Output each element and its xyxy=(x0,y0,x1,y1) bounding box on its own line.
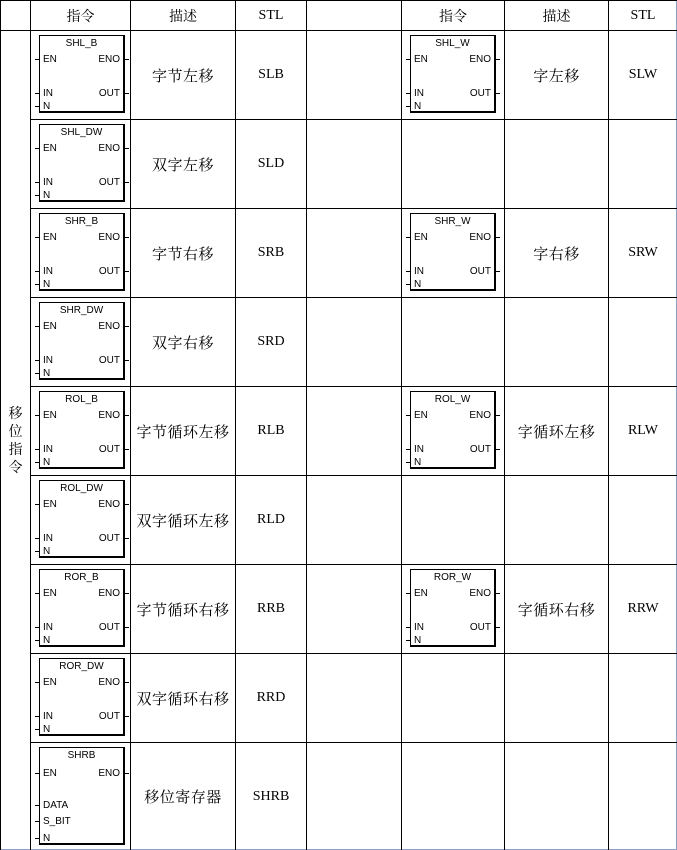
ladder-block[interactable] xyxy=(39,391,125,469)
stl-right-empty xyxy=(609,654,677,743)
ladder-block-cell xyxy=(402,387,504,475)
pin-wire xyxy=(125,360,129,361)
pin-wire xyxy=(406,106,410,107)
description-right-empty xyxy=(505,743,609,850)
pin-en: EN xyxy=(43,54,57,65)
ladder-block-cell xyxy=(402,31,504,119)
instruction-cell-right xyxy=(402,387,505,476)
stl-right: SRW xyxy=(609,209,677,298)
stl-right: SLW xyxy=(609,31,677,120)
description-left: 字节循环左移 xyxy=(131,387,236,476)
description-left: 双字循环右移 xyxy=(131,654,236,743)
header-instruction-left: 指令 xyxy=(31,1,131,31)
ladder-block-cell xyxy=(402,565,504,653)
pin-n: N xyxy=(414,457,422,468)
pin-wire xyxy=(125,773,129,774)
ladder-block-cell xyxy=(31,209,130,297)
pin-eno: ENO xyxy=(469,588,491,599)
pin-wire xyxy=(406,449,410,450)
pin-eno: ENO xyxy=(98,410,120,421)
pin-wire xyxy=(496,415,500,416)
description-left: 字节左移 xyxy=(131,31,236,120)
pin-in: IN xyxy=(43,355,53,366)
pin-wire xyxy=(35,504,39,505)
pin-wire xyxy=(35,821,39,822)
pin-out: OUT xyxy=(98,88,120,99)
instruction-cell-left xyxy=(31,743,131,850)
pin-in: IN xyxy=(43,177,53,188)
header-instruction-right: 指令 xyxy=(402,1,505,31)
stl-right-empty xyxy=(609,743,677,850)
description-left: 字节右移 xyxy=(131,209,236,298)
pin-eno: ENO xyxy=(98,143,120,154)
stl-left: SHRB xyxy=(236,743,307,850)
pin-wire xyxy=(35,326,39,327)
pin-en: EN xyxy=(43,321,57,332)
ladder-block[interactable] xyxy=(39,35,125,113)
pin-wire xyxy=(125,716,129,717)
table-row xyxy=(1,209,677,298)
stl-left: SLD xyxy=(236,120,307,209)
stl-right-empty xyxy=(609,476,677,565)
pin-eno: ENO xyxy=(469,232,491,243)
pin-wire xyxy=(125,449,129,450)
block-name: SHL_B xyxy=(65,38,98,49)
pin-eno: ENO xyxy=(98,588,120,599)
pin-wire xyxy=(125,538,129,539)
pin-wire xyxy=(35,838,39,839)
pin-wire xyxy=(35,373,39,374)
pin-wire xyxy=(125,148,129,149)
pin-wire xyxy=(496,593,500,594)
instruction-cell-right xyxy=(402,565,505,654)
pin-wire xyxy=(125,627,129,628)
ladder-block[interactable] xyxy=(39,747,125,845)
block-name: ROR_W xyxy=(433,572,472,583)
ladder-block-cell xyxy=(31,387,130,475)
instruction-cell-right-empty xyxy=(402,654,505,743)
stl-right: RLW xyxy=(609,387,677,476)
pin-wire xyxy=(406,93,410,94)
instruction-cell-left xyxy=(31,120,131,209)
pin-eno: ENO xyxy=(98,768,120,779)
pin-wire xyxy=(35,93,39,94)
description-left: 字节循环右移 xyxy=(131,565,236,654)
table-row xyxy=(1,476,677,565)
stl-left: RRB xyxy=(236,565,307,654)
pin-wire xyxy=(125,326,129,327)
pin-in: IN xyxy=(414,266,424,277)
stl-left: SLB xyxy=(236,31,307,120)
pin-in: IN xyxy=(43,711,53,722)
pin-wire xyxy=(125,237,129,238)
description-right: 字左移 xyxy=(505,31,609,120)
spacer-cell xyxy=(307,298,402,387)
pin-wire xyxy=(125,271,129,272)
pin-in: IN xyxy=(43,533,53,544)
ladder-block[interactable] xyxy=(410,391,496,469)
description-left: 移位寄存器 xyxy=(131,743,236,850)
stl-left: SRD xyxy=(236,298,307,387)
pin-wire xyxy=(406,640,410,641)
header-stl-left: STL xyxy=(236,1,307,31)
pin-wire xyxy=(35,640,39,641)
ladder-block[interactable] xyxy=(410,213,496,291)
pin-en: EN xyxy=(414,232,428,243)
ladder-block-cell xyxy=(31,120,130,208)
pin-wire xyxy=(35,106,39,107)
pin-wire xyxy=(125,682,129,683)
pin-wire xyxy=(496,271,500,272)
pin-wire xyxy=(125,593,129,594)
table-row xyxy=(1,743,677,850)
pin-n: N xyxy=(43,833,51,844)
pin-wire xyxy=(35,59,39,60)
ladder-block[interactable] xyxy=(39,569,125,647)
pin-wire xyxy=(406,284,410,285)
spacer-cell xyxy=(307,387,402,476)
category-cell xyxy=(1,31,31,850)
description-left: 双字左移 xyxy=(131,120,236,209)
pin-eno: ENO xyxy=(98,232,120,243)
pin-in: IN xyxy=(414,622,424,633)
stl-right: RRW xyxy=(609,565,677,654)
ladder-block-cell xyxy=(31,743,130,850)
pin-wire xyxy=(125,93,129,94)
pin-wire xyxy=(496,59,500,60)
block-name: ROL_W xyxy=(434,394,471,405)
stl-left: RRD xyxy=(236,654,307,743)
pin-wire xyxy=(35,415,39,416)
pin-eno: ENO xyxy=(98,54,120,65)
category-char: 令 xyxy=(8,459,23,476)
category-char: 位 xyxy=(8,423,23,440)
instruction-cell-right-empty xyxy=(402,298,505,387)
pin-eno: ENO xyxy=(98,677,120,688)
instruction-cell-left xyxy=(31,298,131,387)
pin-out: OUT xyxy=(469,88,491,99)
block-name: SHRB xyxy=(67,750,96,761)
table-body xyxy=(1,31,677,850)
pin-n: N xyxy=(43,724,51,735)
category-char: 指 xyxy=(8,441,23,458)
pin-n: N xyxy=(43,190,51,201)
pin-en: EN xyxy=(43,677,57,688)
pin-s-bit: S_BIT xyxy=(43,816,71,827)
pin-out: OUT xyxy=(98,711,120,722)
table-row xyxy=(1,654,677,743)
instruction-cell-right-empty xyxy=(402,743,505,850)
block-name: ROR_DW xyxy=(59,661,104,672)
pin-in: IN xyxy=(414,88,424,99)
table-row xyxy=(1,387,677,476)
pin-wire xyxy=(35,284,39,285)
pin-wire xyxy=(496,237,500,238)
pin-wire xyxy=(35,805,39,806)
ladder-block[interactable] xyxy=(39,658,125,736)
description-right-empty xyxy=(505,476,609,565)
stl-right-empty xyxy=(609,298,677,387)
description-left: 双字右移 xyxy=(131,298,236,387)
spacer-cell xyxy=(307,31,402,120)
description-right: 字右移 xyxy=(505,209,609,298)
pin-en: EN xyxy=(43,232,57,243)
pin-n: N xyxy=(43,279,51,290)
ladder-block-cell xyxy=(402,209,504,297)
header-category xyxy=(1,1,31,31)
pin-out: OUT xyxy=(98,622,120,633)
pin-en: EN xyxy=(43,588,57,599)
pin-wire xyxy=(406,627,410,628)
spacer-cell xyxy=(307,209,402,298)
header-description-left: 描述 xyxy=(131,1,236,31)
stl-right-empty xyxy=(609,120,677,209)
pin-wire xyxy=(35,716,39,717)
pin-wire xyxy=(35,729,39,730)
pin-in: IN xyxy=(43,88,53,99)
stl-left: RLB xyxy=(236,387,307,476)
pin-en: EN xyxy=(43,768,57,779)
pin-in: IN xyxy=(43,444,53,455)
pin-out: OUT xyxy=(98,355,120,366)
pin-wire xyxy=(496,93,500,94)
pin-wire xyxy=(125,415,129,416)
header-stl-right: STL xyxy=(609,1,677,31)
pin-out: OUT xyxy=(469,622,491,633)
table-row xyxy=(1,298,677,387)
pin-n: N xyxy=(414,635,422,646)
pin-en: EN xyxy=(414,588,428,599)
ladder-block[interactable] xyxy=(39,302,125,380)
spacer-cell xyxy=(307,476,402,565)
pin-n: N xyxy=(43,635,51,646)
pin-wire xyxy=(35,551,39,552)
block-name: SHR_DW xyxy=(59,305,104,316)
pin-out: OUT xyxy=(98,444,120,455)
description-right-empty xyxy=(505,120,609,209)
block-name: SHR_B xyxy=(64,216,99,227)
description-right: 字循环右移 xyxy=(505,565,609,654)
table-row xyxy=(1,120,677,209)
block-name: ROR_B xyxy=(64,572,99,583)
ladder-block[interactable] xyxy=(39,480,125,558)
pin-n: N xyxy=(43,368,51,379)
pin-wire xyxy=(125,59,129,60)
pin-wire xyxy=(496,627,500,628)
spacer-cell xyxy=(307,654,402,743)
block-name: SHL_W xyxy=(435,38,470,49)
pin-wire xyxy=(35,462,39,463)
description-right-empty xyxy=(505,298,609,387)
pin-in: IN xyxy=(43,622,53,633)
description-right: 字循环左移 xyxy=(505,387,609,476)
pin-en: EN xyxy=(414,410,428,421)
pin-wire xyxy=(35,271,39,272)
pin-wire xyxy=(406,462,410,463)
ladder-block-cell xyxy=(31,476,130,564)
table-row xyxy=(1,565,677,654)
stl-left: RLD xyxy=(236,476,307,565)
block-name: ROL_B xyxy=(65,394,98,405)
table-row xyxy=(1,31,677,120)
pin-wire xyxy=(406,415,410,416)
category-char: 移 xyxy=(8,405,23,422)
pin-eno: ENO xyxy=(469,54,491,65)
instruction-cell-left xyxy=(31,387,131,476)
instruction-cell-left xyxy=(31,476,131,565)
description-left: 双字循环左移 xyxy=(131,476,236,565)
header-spacer xyxy=(307,1,402,31)
pin-wire xyxy=(35,237,39,238)
pin-wire xyxy=(35,593,39,594)
pin-n: N xyxy=(414,101,422,112)
pin-wire xyxy=(406,271,410,272)
description-right-empty xyxy=(505,654,609,743)
pin-out: OUT xyxy=(98,266,120,277)
ladder-block[interactable] xyxy=(410,35,496,113)
pin-wire xyxy=(35,182,39,183)
pin-eno: ENO xyxy=(98,499,120,510)
pin-en: EN xyxy=(414,54,428,65)
pin-en: EN xyxy=(43,410,57,421)
block-name: SHR_W xyxy=(434,216,471,227)
pin-wire xyxy=(406,59,410,60)
instruction-cell-right-empty xyxy=(402,476,505,565)
pin-wire xyxy=(496,449,500,450)
pin-wire xyxy=(35,773,39,774)
instruction-cell-left xyxy=(31,31,131,120)
ladder-block[interactable] xyxy=(39,124,125,202)
pin-n: N xyxy=(43,546,51,557)
pin-n: N xyxy=(43,457,51,468)
pin-eno: ENO xyxy=(98,321,120,332)
pin-wire xyxy=(125,504,129,505)
stl-left: SRB xyxy=(236,209,307,298)
pin-in: IN xyxy=(414,444,424,455)
ladder-block[interactable] xyxy=(39,213,125,291)
pin-wire xyxy=(406,237,410,238)
pin-wire xyxy=(35,538,39,539)
pin-wire xyxy=(35,360,39,361)
pin-en: EN xyxy=(43,499,57,510)
header-row xyxy=(1,1,677,31)
pin-out: OUT xyxy=(98,533,120,544)
pin-wire xyxy=(35,627,39,628)
block-name: ROL_DW xyxy=(60,483,103,494)
instruction-cell-left xyxy=(31,565,131,654)
instruction-cell-right-empty xyxy=(402,120,505,209)
pin-out: OUT xyxy=(469,444,491,455)
pin-out: OUT xyxy=(98,177,120,188)
pin-wire xyxy=(35,148,39,149)
header-description-right: 描述 xyxy=(505,1,609,31)
ladder-block-cell xyxy=(31,31,130,119)
pin-data: DATA xyxy=(43,800,69,811)
pin-wire xyxy=(35,682,39,683)
block-name: SHL_DW xyxy=(60,127,103,138)
ladder-block-cell xyxy=(31,298,130,386)
pin-n: N xyxy=(414,279,422,290)
ladder-block-cell xyxy=(31,565,130,653)
pin-en: EN xyxy=(43,143,57,154)
pin-wire xyxy=(35,449,39,450)
pin-n: N xyxy=(43,101,51,112)
pin-wire xyxy=(406,593,410,594)
instruction-cell-left xyxy=(31,654,131,743)
pin-wire xyxy=(125,182,129,183)
ladder-block-cell xyxy=(31,654,130,742)
instruction-cell-right xyxy=(402,209,505,298)
instruction-cell-right xyxy=(402,31,505,120)
spacer-cell xyxy=(307,120,402,209)
pin-eno: ENO xyxy=(469,410,491,421)
ladder-block[interactable] xyxy=(410,569,496,647)
pin-out: OUT xyxy=(469,266,491,277)
instruction-cell-left xyxy=(31,209,131,298)
pin-wire xyxy=(35,195,39,196)
spacer-cell xyxy=(307,565,402,654)
pin-in: IN xyxy=(43,266,53,277)
spacer-cell xyxy=(307,743,402,850)
